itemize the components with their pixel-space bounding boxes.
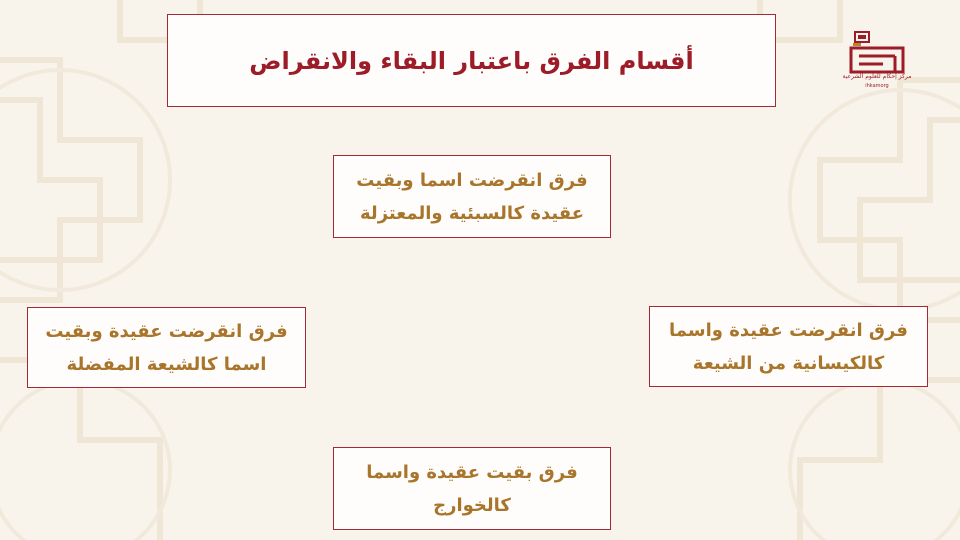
diagram-title: أقسام الفرق باعتبار البقاء والانقراض <box>249 46 694 75</box>
node-top-line1: فرق انقرضت اسما وبقيت <box>356 169 588 191</box>
logo-url: ihkamorg <box>865 83 889 89</box>
node-right <box>649 306 928 387</box>
logo-subtitle: مركز إحكام للعلوم الشرعية <box>842 73 912 80</box>
node-left-line2: اسما كالشيعة المفضلة <box>66 353 267 375</box>
node-bottom-line1: فرق بقيت عقيدة واسما <box>366 461 578 483</box>
node-left-line1: فرق انقرضت عقيدة وبقيت <box>45 320 288 342</box>
node-bottom <box>333 447 611 530</box>
node-top <box>333 155 611 238</box>
node-bottom-line2: كالخوارج <box>433 494 511 516</box>
node-top-line2: عقيدة كالسبئية والمعتزلة <box>360 202 584 224</box>
node-left <box>27 307 306 388</box>
title-box <box>167 14 776 107</box>
node-right-line2: كالكيسانية من الشيعة <box>692 352 885 374</box>
node-right-line1: فرق انقرضت عقيدة واسما <box>669 319 908 341</box>
